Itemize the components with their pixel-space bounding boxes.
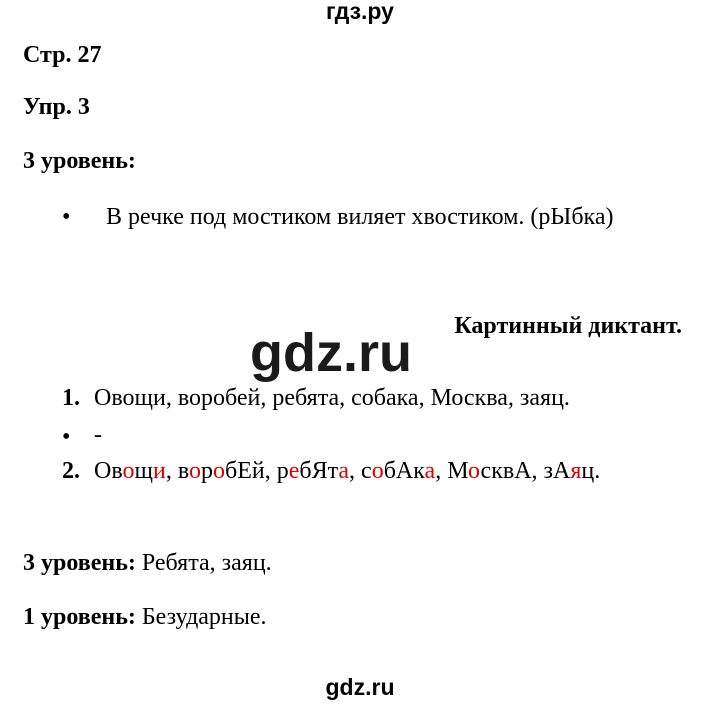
stressed-letter: е	[288, 458, 300, 484]
watermark: gdz.ru	[250, 323, 412, 383]
text-segment: бЕй, р	[225, 458, 289, 484]
text-segment: , М	[435, 458, 468, 484]
level-heading: 3 уровень:	[23, 148, 136, 174]
list-number-2: 2.	[62, 458, 80, 484]
bullet-item-text: -	[94, 422, 102, 448]
riddle-text: В речке под мостиком виляет хвостиком. (рЫбка)	[106, 204, 614, 230]
stressed-letter: о	[213, 458, 225, 484]
stressed-letter: о	[189, 458, 201, 484]
answer-level-3	[23, 550, 272, 577]
stressed-letter: о	[122, 458, 135, 484]
bullet-icon: •	[62, 204, 71, 230]
list-number-1: 1.	[62, 385, 80, 411]
answer-label: 3 уровень:	[23, 550, 136, 576]
stressed-letter: а	[424, 458, 436, 484]
text-segment: , в	[165, 458, 189, 484]
text-segment: ц.	[581, 458, 601, 484]
exercise-number: Упр. 3	[23, 94, 90, 120]
list-item-1: Овощи, воробей, ребята, собака, Москва, заяц.	[94, 385, 570, 411]
stressed-letter: я	[570, 458, 582, 484]
header-site-label: гдз.ру	[326, 0, 394, 24]
stressed-letter: о	[371, 458, 384, 484]
stressed-letter: а	[338, 458, 350, 484]
footer-site-label: gdz.ru	[325, 674, 395, 700]
text-segment: р	[201, 458, 213, 484]
page-number: Стр. 27	[23, 42, 102, 68]
bullet-icon: •	[62, 424, 71, 450]
text-segment: Ов	[94, 458, 123, 484]
text-segment: сквА, зА	[480, 458, 571, 484]
answer-level-1	[23, 604, 267, 631]
stressed-letter: и	[152, 458, 166, 484]
text-segment: щ	[134, 458, 153, 484]
text-segment: , с	[349, 458, 372, 484]
answer-text: Ребята, заяц.	[135, 550, 272, 576]
text-segment: бАк	[383, 458, 425, 484]
answer-label: 1 уровень:	[23, 604, 136, 630]
section-title: Картинный диктант.	[454, 313, 682, 339]
list-item-2-stressed	[94, 458, 600, 485]
answer-text: Безударные.	[135, 604, 267, 630]
text-segment: бЯт	[299, 458, 339, 484]
stressed-letter: о	[467, 458, 481, 484]
